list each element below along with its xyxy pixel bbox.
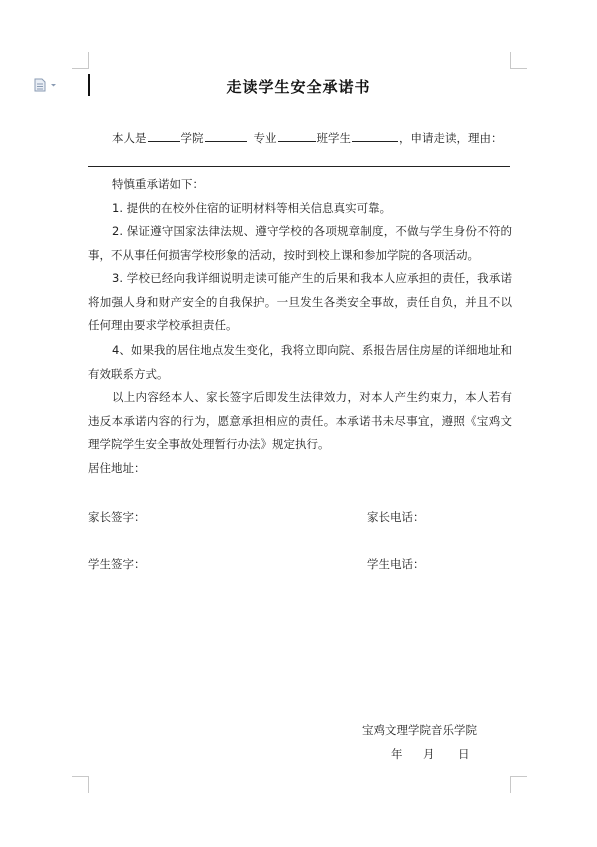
footer-day: 日: [458, 747, 470, 761]
blank-major[interactable]: [278, 129, 316, 142]
student-signature-label: 学生签字：: [88, 557, 146, 571]
footer-year: 年: [391, 747, 403, 761]
blank-department[interactable]: [205, 129, 247, 142]
paragraph-item-4: 4、如果我的居住地点发生变化，我将立即向院、系报告居住房屋的详细地址和有效联系方式。: [88, 343, 512, 381]
paragraph-closing: 以上内容经本人、家长签字后即发生法律效力，对本人产生约束力，本人若有违反本承诺内容的行为，愿意承担相应的责任。本承诺书未尽事宜，遵照《宝鸡文理学院学生安全事故处理暂行办法》规定执行。: [88, 390, 512, 451]
pledge-text-4: 班学生: [316, 131, 351, 145]
pledge-line: [112, 129, 503, 146]
crop-mark-top-left: [72, 52, 89, 69]
crop-mark-bottom-right: [510, 776, 527, 793]
crop-mark-bottom-left: [72, 776, 89, 793]
footer-month: 月: [423, 747, 435, 761]
blank-class[interactable]: [352, 129, 398, 142]
address-label: 居住地址：: [88, 461, 146, 475]
paragraph-intro: 特慎重承诺如下：: [112, 177, 204, 191]
pledge-text-2: 学院: [180, 131, 204, 145]
crop-mark-top-right: [510, 52, 527, 69]
parent-signature-label: 家长签字：: [88, 510, 146, 524]
pledge-text-3: 专业: [253, 131, 277, 145]
parent-phone-label: 家长电话：: [367, 510, 425, 524]
footer-organization: 宝鸡文理学院音乐学院: [362, 723, 477, 737]
paragraph-item-1: 1. 提供的在校外住宿的证明材料等相关信息真实可靠。: [112, 201, 392, 215]
student-phone-label: 学生电话：: [367, 557, 425, 571]
pledge-text-1: 本人是: [112, 131, 147, 145]
pledge-text-5: ，申请走读，理由：: [399, 131, 503, 145]
blank-college[interactable]: [148, 129, 180, 142]
paragraph-item-2: 2. 保证遵守国家法律法规、遵守学校的各项规章制度，不做与学生身份不符的事，不从事任何损害学校形象的活动，按时到校上课和参加学院的各项活动。: [88, 224, 512, 262]
reason-underline[interactable]: [88, 166, 510, 167]
document-title: 走读学生安全承诺书: [226, 78, 371, 96]
paragraph-item-3: 3. 学校已经向我详细说明走读可能产生的后果和我本人应承担的责任，我承诺将加强人身和财产安全的自我保护。一旦发生各类安全事故，责任自负，并且不以任何理由要求学校承担责任。: [88, 271, 512, 332]
